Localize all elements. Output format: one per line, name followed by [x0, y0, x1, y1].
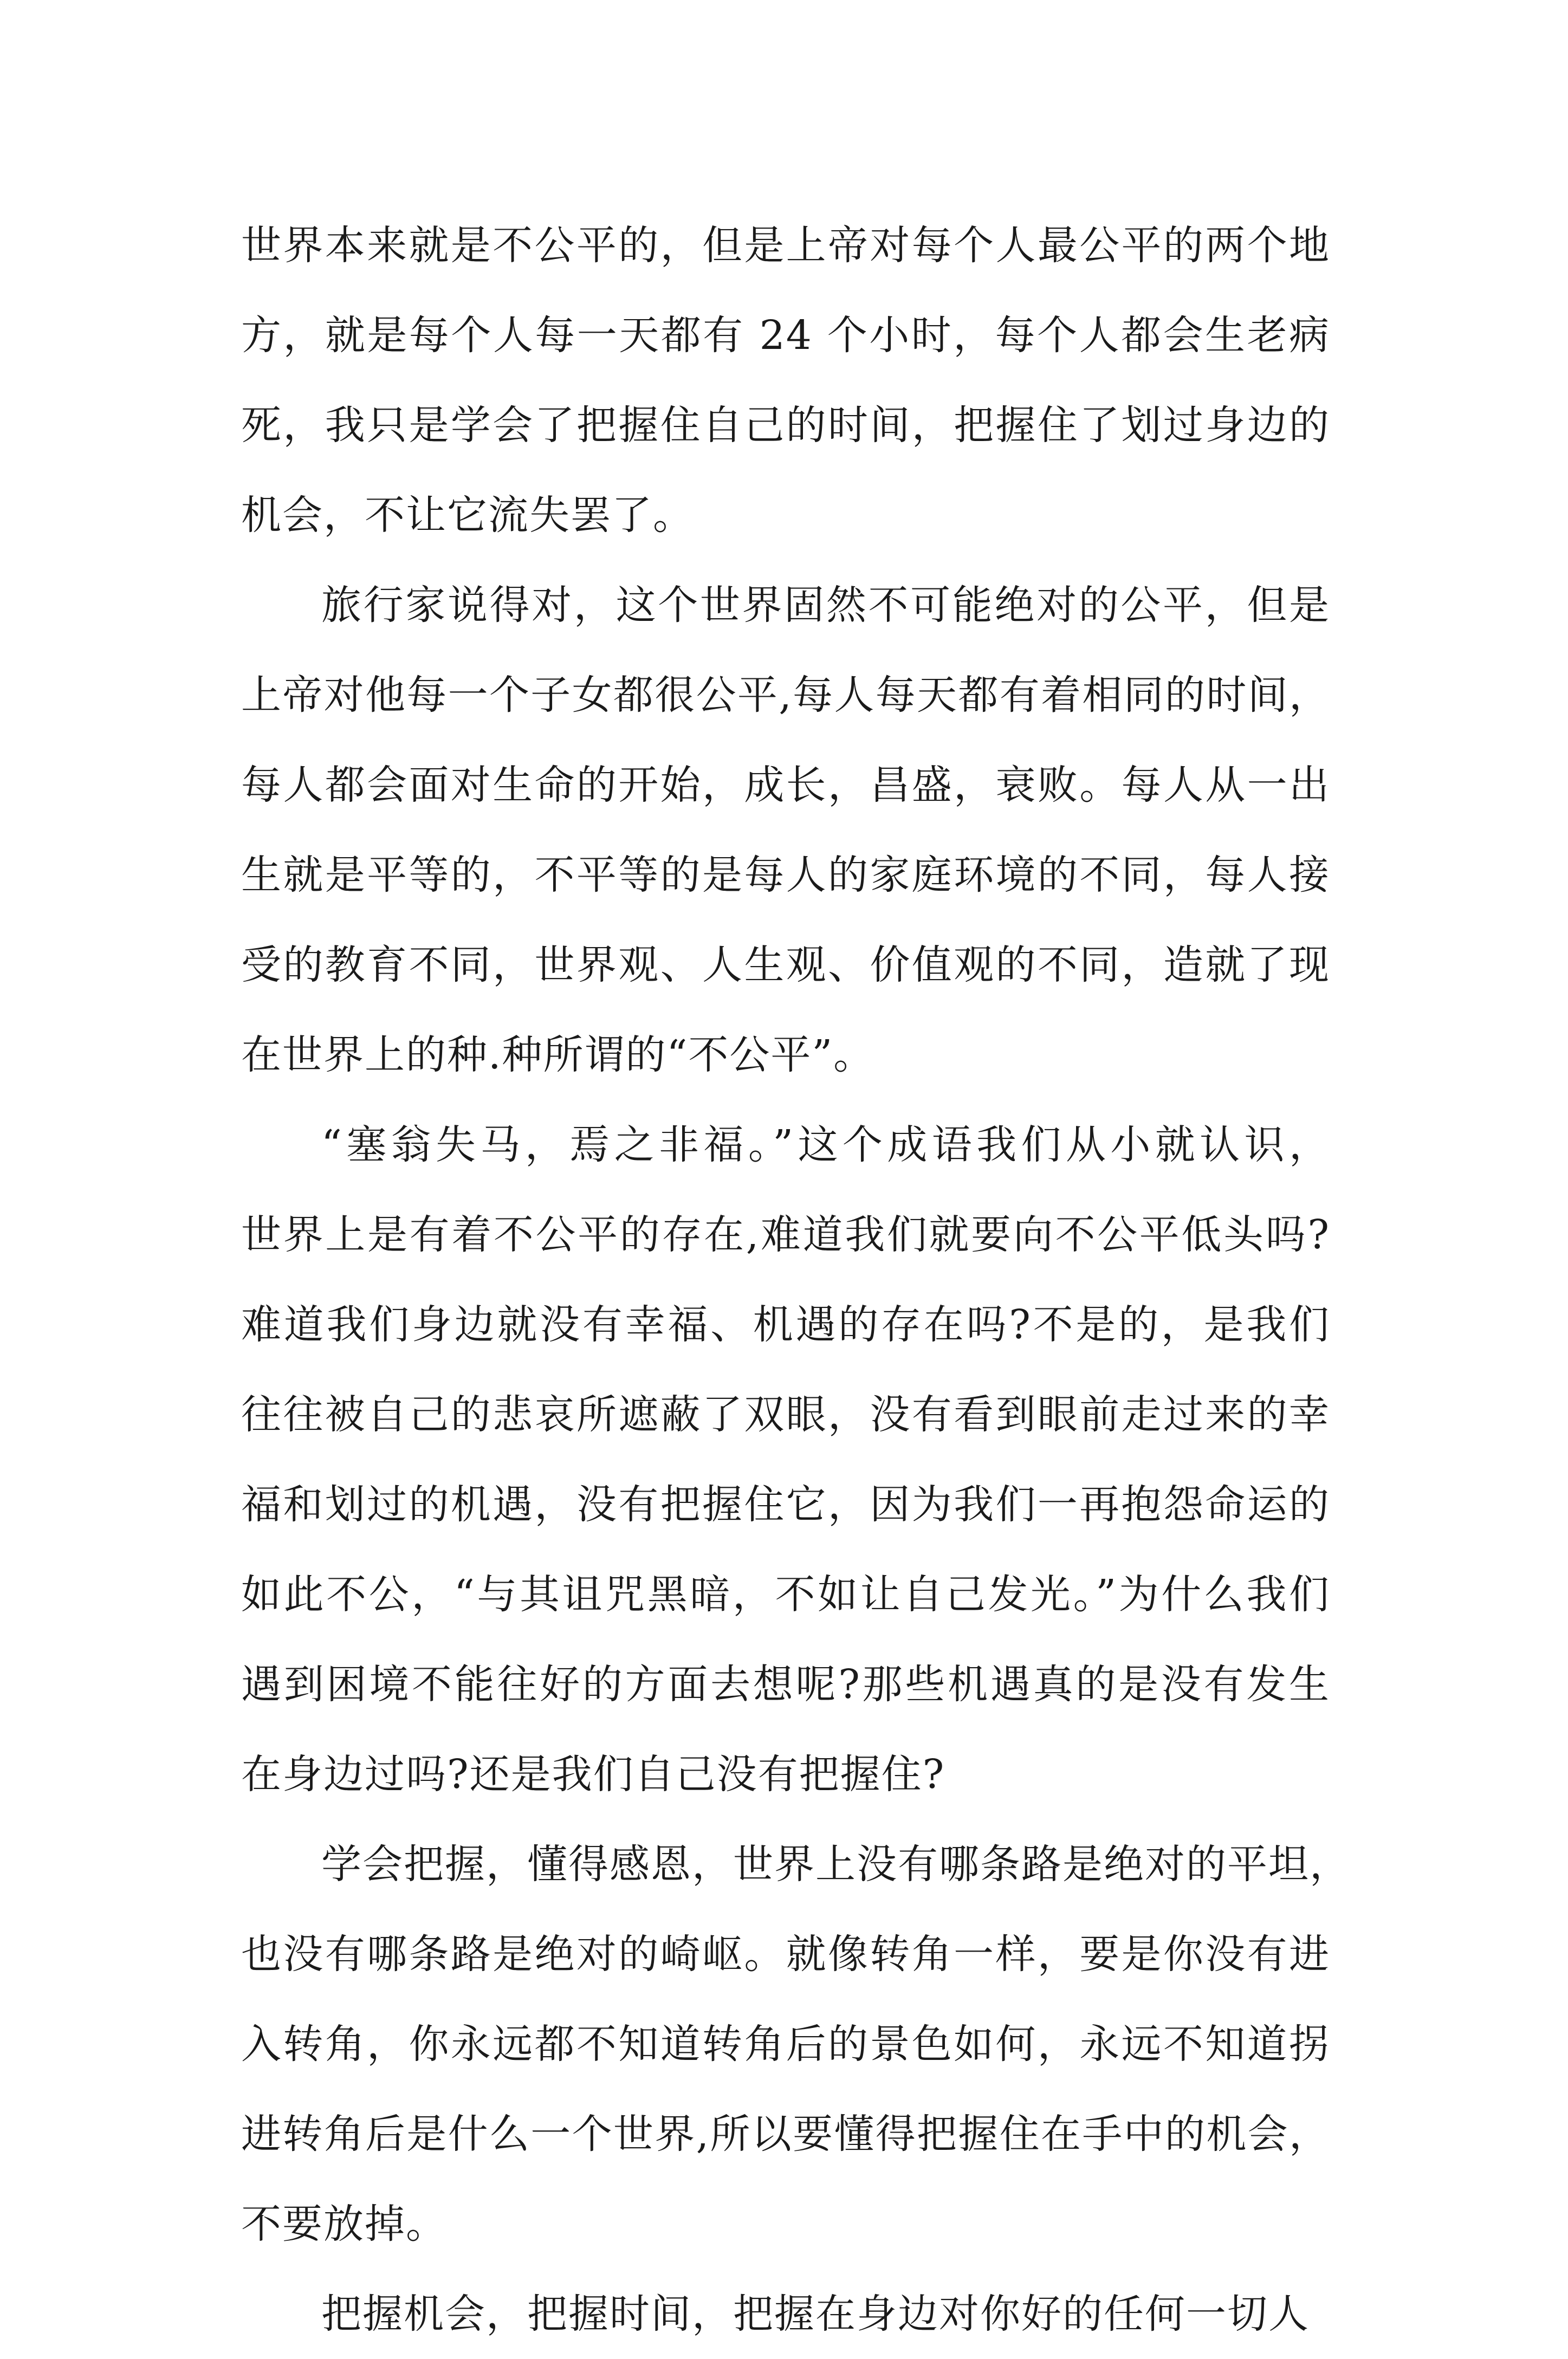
text-line: 入转角，你永远都不知道转角后的景色如何，永远不知道拐	[241, 2021, 1330, 2068]
text-line: 也没有哪条路是绝对的崎岖。就像转角一样，要是你没有进	[241, 1931, 1330, 1978]
text-line: 受的教育不同，世界观、人生观、价值观的不同，造就了现	[241, 942, 1330, 988]
text-line: 学会把握，懂得感恩，世界上没有哪条路是绝对的平坦，	[321, 1841, 1351, 1888]
text-line: 世界上是有着不公平的存在,难道我们就要向不公平低头吗?	[241, 1211, 1330, 1258]
text-line: 机会，不让它流失罢了。	[241, 492, 694, 539]
text-line: 如此不公，“与其诅咒黑暗，不如让自己发光。”为什么我们	[241, 1571, 1330, 1618]
text-line: 福和划过的机遇，没有把握住它，因为我们一再抱怨命运的	[241, 1481, 1330, 1528]
text-line: 在身边过吗?还是我们自己没有把握住?	[241, 1751, 945, 1798]
paragraph-3	[241, 1100, 1330, 1819]
text-line: 进转角后是什么一个世界,所以要懂得把握住在手中的机会，	[241, 2111, 1330, 2157]
text-line: 每人都会面对生命的开始，成长，昌盛，衰败。每人从一出	[241, 762, 1330, 808]
text-line: 在世界上的种.种所谓的“不公平”。	[241, 1032, 875, 1078]
text-line: 难道我们身边就没有幸福、机遇的存在吗?不是的，是我们	[241, 1301, 1330, 1348]
document-body	[241, 200, 1351, 2359]
paragraph-1	[241, 200, 1330, 560]
text-line: 死，我只是学会了把握住自己的时间，把握住了划过身边的	[241, 402, 1330, 449]
paragraph-5	[241, 2269, 1330, 2359]
text-line: 旅行家说得对，这个世界固然不可能绝对的公平，但是	[321, 582, 1330, 628]
text-line: 生就是平等的，不平等的是每人的家庭环境的不同，每人接	[241, 852, 1330, 898]
text-line: 不要放掉。	[241, 2201, 447, 2247]
paragraph-2	[241, 560, 1330, 1100]
text-line: 往往被自己的悲哀所遮蔽了双眼，没有看到眼前走过来的幸	[241, 1391, 1330, 1438]
text-line: 上帝对他每一个子女都很公平,每人每天都有着相同的时间，	[241, 672, 1330, 718]
text-line: 把握机会，把握时间，把握在身边对你好的任何一切人	[321, 2291, 1310, 2337]
text-line: 世界本来就是不公平的，但是上帝对每个人最公平的两个地	[241, 222, 1330, 269]
text-line: “塞翁失马，焉之非福。”这个成语我们从小就认识，	[321, 1122, 1330, 1168]
text-line: 遇到困境不能往好的方面去想呢?那些机遇真的是没有发生	[241, 1661, 1330, 1708]
paragraph-4	[241, 1819, 1351, 2269]
text-line: 方，就是每个人每一天都有 24 个小时，每个人都会生老病	[241, 312, 1330, 359]
